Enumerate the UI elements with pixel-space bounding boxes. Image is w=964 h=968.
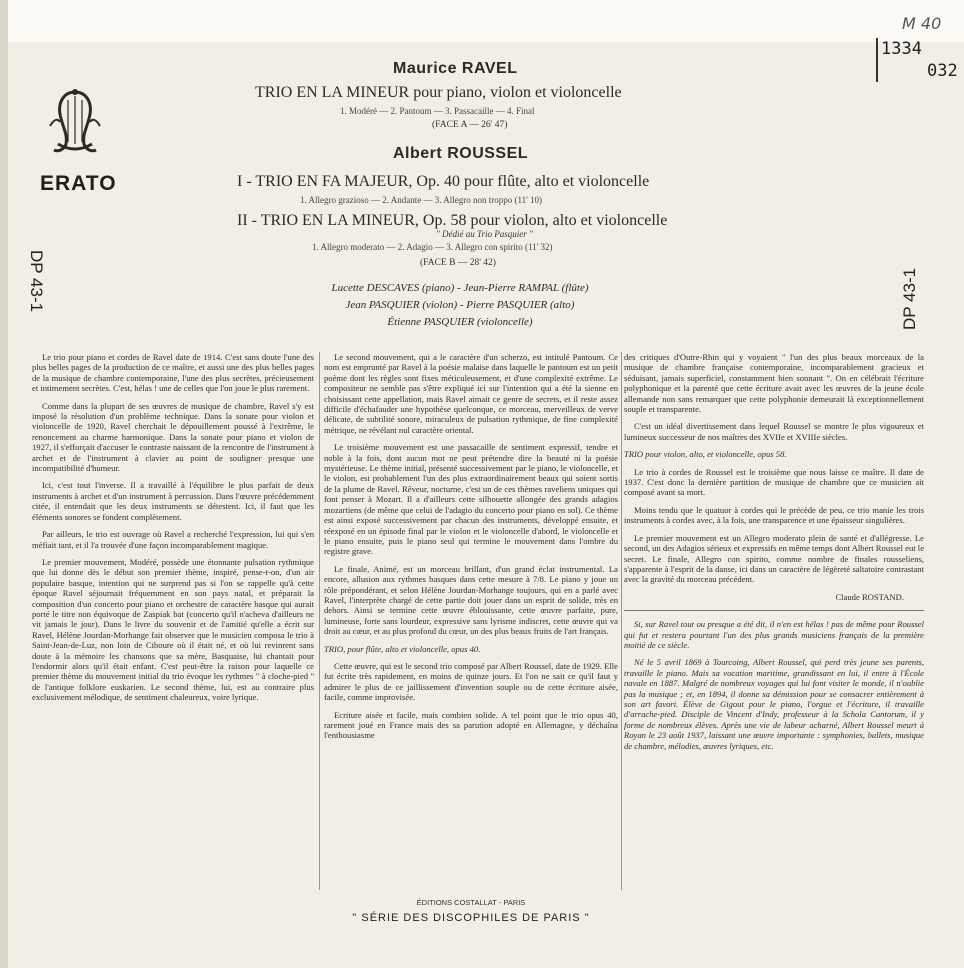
performer-line: Lucette DESCAVES (piano) - Jean-Pierre RAMPAL (flûte) bbox=[331, 282, 589, 294]
roussel-first-name: Albert bbox=[393, 145, 443, 162]
paragraph: Ici, c'est tout l'inverse. Il a travaillé à l'équilibre le plus parfait de deux instruments à archet et d'un instrument à percussion. Dans l'œuvre précédemment citée, il entendait que les deux instruments se détestent. Ici, il faut que les éléments sonores se fondent complètement. bbox=[32, 480, 314, 522]
performer-line: Étienne PASQUIER (violoncelle) bbox=[387, 316, 533, 328]
notes-column-2 bbox=[324, 352, 618, 748]
paragraph: Le second mouvement, qui a le caractère d'un scherzo, est intitulé Pantoum. Ce nom est emprunté par Ravel à la poésie malaise dans laquelle le pantoum est un petit poème dont les règles sont fixes méticuleusement, et d'une complexité extrême. Le compositeur ne semble pas s'être expliqué ici sur l'intention qui a été la sienne en choisissant cette appellation, mais Ravel aimait ce genre de secrets, et il reste assez difficile d'échafauder une hypothèse quelconque, ce morceau, merveilleux de verve délicate, de subtilité sonore, miraculeux de pulsation rythmique, de fine complexité métrique, ne révélant nul caractère oriental. bbox=[324, 352, 618, 435]
note-paragraph: Si, sur Ravel tout ou presque a été dit, il n'en est hélas ! pas de même pour Roussel qui fut et restera pourtant l'un des plus grands musiciens français de la première moitié de ce siècle. bbox=[624, 619, 924, 650]
roussel-work1-movements: 1. Allegro grazioso — 2. Andante — 3. Allegro non troppo (11' 10) bbox=[300, 195, 543, 205]
sleeve-edge bbox=[0, 0, 8, 968]
series-title: " SÉRIE DES DISCOPHILES DE PARIS " bbox=[352, 912, 590, 924]
ravel-last-name: RAVEL bbox=[461, 60, 518, 77]
spine-number-left: DP 43-1 bbox=[27, 250, 46, 313]
roussel-work2-title: II - TRIO EN LA MINEUR, Op. 58 pour violon, alto et violoncelle bbox=[237, 212, 668, 229]
biography-paragraph: Né le 5 avril 1869 à Tourcoing, Albert Roussel, qui perd très jeune ses parents, travaille le piano. Mais sa vocation maritime, grandissant en lui, il entre à l'École navale en 1887. Malgré de nombreux voyages qui lui font visiter le monde, il n'oublie pas la musique ; et, en 1894, il donne sa démission pour se consacrer entièrement à son art favori. Élève de Gigout pour le piano, l'orgue et l'écriture, il travaille d'arrache-pied. Disciple de Vincent d'Indy, professeur à la Schola Cantorum, il y forme de nombreux élèves. Après une vie de labeur acharné, Albert Roussel meurt à Royan le 23 août 1937, laissant une œuvre importante : symphonies, ballets, musique de chambre, mélodies, œuvres lyriques, etc. bbox=[624, 657, 924, 751]
roussel-face: (FACE B — 28' 42) bbox=[420, 258, 496, 268]
paragraph: Le premier mouvement, Modéré, possède une étonnante pulsation rythmique que lui donne dès le début son premier thème, inspiré, pense-t-on, d'un air populaire basque, intention qui ne surprend pas si l'on se rappelle qu'à cette époque Ravel séjournait fréquemment en son pays natal, et préparait la composition d'un concerto pour piano et orchestre de caractère basque qui aurait porté le titre non équivoque de Zaspiak bat (concerto qu'il n'acheva d'ailleurs ne vit jamais le jour). Dans le livre du souvenir et de l'amitié qu'elle a écrit sur Ravel, Hélène Jourdan-Morhange fait observer que le musicien composa le trio à Saint-Jean-de-Luz, non loin de Ciboure où il était né, et où lui revinrent sans doute à la mémoire les chansons que sa mère, Basquaise, lui chantait pour l'endormir alors qu'il était enfant. C'est peut-être la raison pour laquelle ce premier thème du mouvement initial du trio évoque les rythmes " à cloche-pied " de l'antique folklore euskarien. Le second thème, lui, est au contraire plus exclusivement mélodique, de sentiment chaleureux, voire lyrique. bbox=[32, 556, 314, 703]
ravel-first-name: Maurice bbox=[393, 60, 457, 77]
ravel-movements: 1. Modéré — 2. Pantoum — 3. Passacaille — 4. Final bbox=[340, 106, 535, 116]
roussel-composer bbox=[393, 145, 528, 163]
spine-number-right: DP 43-1 bbox=[900, 267, 919, 330]
paragraph: Le premier mouvement est un Allegro moderato plein de santé et d'allégresse. Le second, un des Adagios sérieux et expressifs en même temps dont Albert Roussel eut le secret. Le finale, Allegro con spirito, comme nombre de finales rousseliens, s'apparente à l'esprit de la danse, ici dans un caractère de légèreté saltatoire contrastant avec la gravité du morceau précédent. bbox=[624, 532, 925, 585]
performers bbox=[180, 280, 740, 331]
notes-column-1 bbox=[32, 352, 314, 710]
catalog-stamp-line-2: 032 bbox=[927, 61, 958, 81]
section-heading: TRIO, pour flûte, alto et violoncelle, opus 40. bbox=[324, 643, 481, 654]
section-heading: TRIO pour violon, alto, et violoncelle, opus 58. bbox=[624, 449, 787, 460]
paragraph: Moins tendu que le quatuor à cordes qui le précède de peu, ce trio manie les trois instruments à cordes avec, à la fois, une transparence et une épaisseur singulières. bbox=[624, 504, 924, 526]
column-divider bbox=[621, 352, 622, 890]
catalog-stamp bbox=[876, 38, 958, 82]
paragraph: Le trio pour piano et cordes de Ravel date de 1914. C'est sans doute l'une des plus belles pages de la production de ce maître, et aussi une des plus belles pages de la musique de chambre contemporaine, l'une des plus secrètes, précieusement et intimement secrètes. C'est, hélas ! une de celles que l'on joue le plus rarement. bbox=[32, 352, 314, 394]
paragraph: Le trio à cordes de Roussel est le troisième que nous laisse ce maître. Il date de 1937. C'est donc la dernière partition de musique de chambre que ce musicien ait composé avant sa mort. bbox=[624, 466, 924, 498]
paragraph: Par ailleurs, le trio est ouvrage où Ravel a recherché l'expression, lui qui s'en méfiait tant, et il l'a trouvée d'une façon incomparablement magique. bbox=[32, 529, 314, 550]
top-band bbox=[0, 0, 964, 42]
roussel-work2-dedication: " Dédié au Trio Pasquier " bbox=[436, 229, 533, 239]
erato-label: ERATO bbox=[40, 172, 117, 195]
performer-line: Jean PASQUIER (violon) - Pierre PASQUIER (alto) bbox=[345, 299, 575, 311]
paragraph: Ecriture aisée et facile, mais combien solide. A tel point que le trio opus 40, rarement joué en France mais des sa parution adopté en Allemagne, y déchaîna l'enthousiasme bbox=[324, 709, 618, 741]
ravel-face: (FACE A — 26' 47) bbox=[432, 120, 508, 130]
catalog-stamp-line-1: 1334 bbox=[881, 39, 922, 59]
ravel-composer bbox=[393, 60, 517, 78]
signature: Claude ROSTAND. bbox=[835, 591, 904, 602]
roussel-last-name: ROUSSEL bbox=[447, 145, 529, 162]
publisher: ÉDITIONS COSTALLAT - PARIS bbox=[416, 898, 526, 907]
erato-lyre-logo-icon bbox=[44, 86, 106, 156]
roussel-work2-movements: 1. Allegro moderato — 2. Adagio — 3. Allegro con spirito (11' 32) bbox=[312, 242, 553, 252]
paragraph: Comme dans la plupart de ses œuvres de musique de chambre, Ravel s'y est imposé la résolution d'un problème technique. Dans la sonate pour violon et violoncelle de 1920, Ravel cherchait le dépouillement poussé à l'extrême, le renoncement au charme harmonique. Dans la sonate pour piano et violon de 1927, il s'efforçait d'accuser le contraste naissant de la rencontre de l'instrument à archet et de l'instrument à clavier au point de souligner presque une incompatibilité d'humeur. bbox=[32, 400, 314, 474]
paragraph: Le finale, Animé, est un morceau brillant, d'un grand éclat instrumental. La encore, allusion aux rythmes basques dans cette mesure à 7/8. Le piano y joue un rôle prépondérant, et selon Hélène Jourdan-Morhange toujours, qui en a parlé avec Ravel, l'interprète chargé de cette partie doit jouer dans un esprit de solide, très en dehors. Ainsi se termine cette œuvre éblouissante, cette œuvre parfaite, pure, lumineuse, forte sans lourdeur, expressive sans lyrisme indiscret, cette œuvre qui va droit au cœur, et au plus profond du cœur, un des plus beaux fruits de l'art français. bbox=[324, 563, 618, 637]
handwritten-note: M 40 bbox=[902, 14, 942, 33]
divider-rule bbox=[624, 610, 924, 611]
paragraph: Le troisième mouvement est une passacaille de sentiment expressif, tendre et noble à la fois, dont aucun mot ne peut prétendre dire la beauté ni la poésie mystérieuse. Le thème initial, présenté successivement par le piano, le violoncelle, et le violon, est probablement l'un des plus extraordinairement beaux qui soient sortis de la plume de Ravel. Rêveur, nocturne, c'est un de ces thèmes raveliens uniques qui font penser à Mozart. Il a d'ailleurs cette silhouette allongée des grands adagios mozartiens (de même que celui de l'adagio du concerto pour piano en sol). Ce thème est ainsi exposé successivement par chacun des instruments, développé ensuite, et réexposé en un épisode final par le violon et le violoncelle d'abord, le violoncelle et le piano ensuite, puis le piano seul qui termine le mouvement dans l'ombre du registre grave. bbox=[324, 442, 618, 557]
ravel-work-title: TRIO EN LA MINEUR pour piano, violon et violoncelle bbox=[255, 84, 622, 101]
column-divider bbox=[319, 352, 320, 890]
paragraph: des critiques d'Outre-Rhin qui y voyaient " l'un des plus beaux morceaux de la musique de chambre française contemporaine, incomparablement gracieux et séduisant, jamais superficiel, constamment bien sonnant ". On en célébrait l'écriture polyphonique et la parenté que cette écriture avait avec les œuvres de la jeune école allemande non sans remarquer que cette polyphonie demeurait là exceptionnellement souple et transparente. bbox=[624, 352, 924, 415]
paragraph: C'est un idéal divertissement dans lequel Roussel se montre le plus vigoureux et lumineux successeur de nos maîtres des XVIIe et XVIIIe siècles. bbox=[624, 421, 924, 442]
notes-column-3 bbox=[624, 352, 924, 758]
roussel-work1-title: I - TRIO EN FA MAJEUR, Op. 40 pour flûte, alto et violoncelle bbox=[237, 173, 650, 190]
paragraph: Cette œuvre, qui est le second trio composé par Albert Roussel, date de 1929. Elle fut écrite très rapidement, en moins de quinze jours. Et l'on ne sait ce qu'il faut y admirer le plus de ce jaillissement d'invention souple ou de cette écriture aisée, facile, comme improvisée. bbox=[324, 660, 618, 703]
